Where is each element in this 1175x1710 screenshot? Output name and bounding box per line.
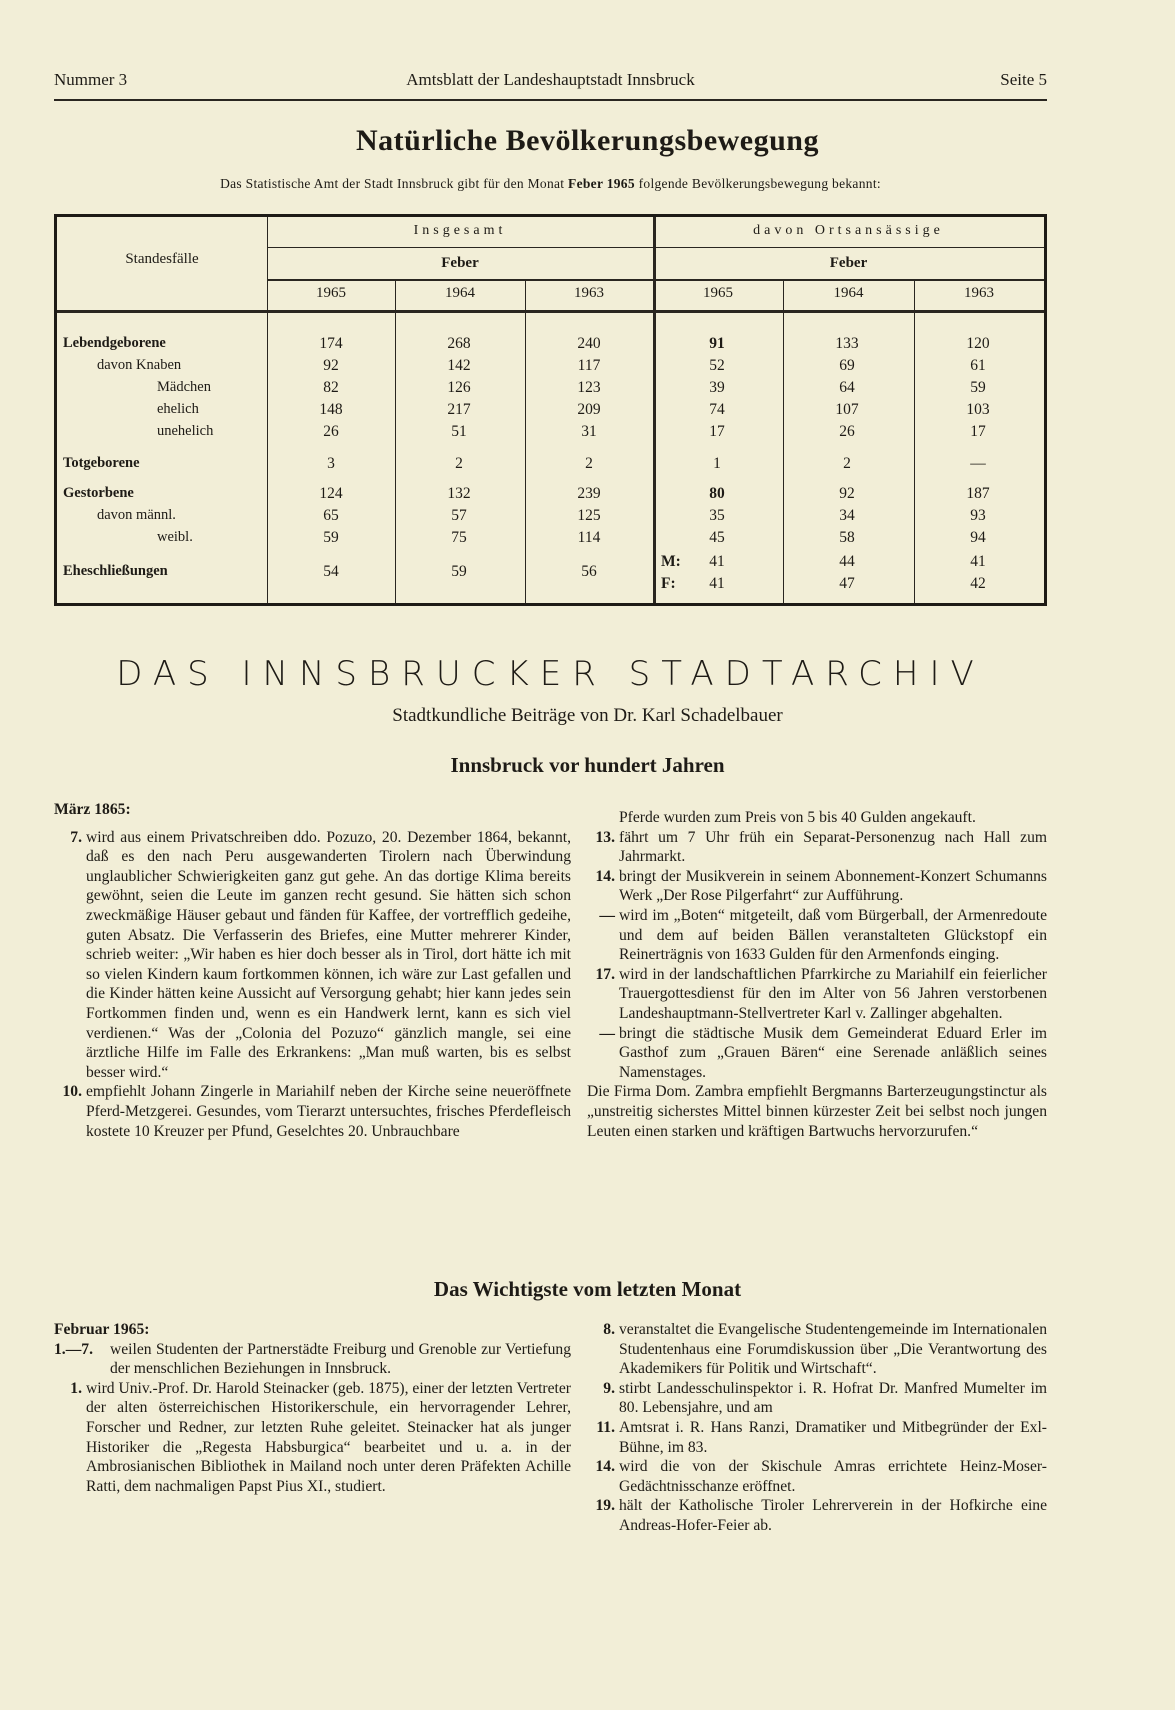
table-cell: 209 — [577, 401, 601, 418]
table-cell: 45 — [709, 529, 725, 546]
table-cell: 59 — [451, 563, 467, 580]
row-label: Lebendgeborene — [63, 335, 166, 351]
table-cell: 34 — [839, 507, 855, 524]
table-cell: 58 — [839, 529, 855, 546]
item-number: 14. — [595, 867, 615, 885]
table-cell: 39 — [709, 379, 725, 396]
table-cell: 82 — [323, 379, 339, 396]
item-number: 10. — [62, 1083, 82, 1101]
table-cell: 41 — [970, 553, 986, 570]
item-number: 11. — [596, 1418, 615, 1436]
list-item — [587, 828, 1047, 867]
item-number: 8. — [603, 1321, 615, 1338]
item-number: 9. — [603, 1379, 615, 1397]
table-cell: 65 — [323, 507, 339, 524]
table-cell: 69 — [839, 357, 855, 374]
news-right-column — [587, 1320, 1047, 1536]
year-header: 1964 — [833, 285, 864, 301]
table-cell: 148 — [319, 401, 343, 418]
table-cell: 61 — [970, 357, 986, 374]
list-item — [54, 1379, 571, 1497]
table-cell: 3 — [327, 455, 335, 472]
history-date: März 1865: — [54, 801, 131, 818]
row-label: Totgeborene — [63, 455, 140, 471]
table-cell: 125 — [577, 507, 601, 524]
table-cell: 17 — [709, 423, 725, 440]
item-text: veranstaltet die Evangelische Studentengemeinde im Internationalen Studentenhaus eine Forumdiskussion über „Die Verantwortung des Akademikers für Politik und Wirtschaft“. — [619, 1321, 1047, 1378]
table-cell: 92 — [839, 485, 855, 502]
item-number: — — [599, 906, 615, 924]
table-cell: 240 — [577, 335, 601, 352]
intro-text-end: folgende Bevölkerungsbewegung bekannt: — [638, 176, 881, 191]
history-heading: Innsbruck vor hundert Jahren — [450, 753, 725, 777]
table-cell: 41 — [709, 575, 725, 592]
table-cell: 94 — [970, 529, 986, 546]
table-cell: 31 — [581, 423, 597, 440]
intro-text: Das Statistische Amt der Stadt Innsbruck gibt für den Monat — [220, 176, 565, 191]
month-header: Feber — [829, 255, 868, 271]
item-text: wird in der landschaftlichen Pfarrkirche zu Mariahilf ein feierlicher Trauergottesdienst für den im Alter von 56 Jahren verstorbenen Landeshauptmann-Stellvertreter Karl v. Zallinger abgehalten. — [619, 965, 1047, 1022]
table-cell: 59 — [323, 529, 339, 546]
table-cell: 35 — [709, 507, 725, 524]
table-cell: 64 — [839, 379, 855, 396]
item-text: fährt um 7 Uhr früh ein Separat-Personenzug nach Hall zum Jahrmarkt. — [619, 828, 1047, 866]
row-header: Standesfälle — [125, 251, 199, 267]
table-cell: 57 — [451, 507, 467, 524]
table-cell: 187 — [966, 485, 990, 502]
table-cell: 47 — [839, 575, 855, 592]
item-text: Pferde wurden zum Preis von 5 bis 40 Gulden angekauft. — [619, 809, 976, 826]
list-item — [587, 906, 1047, 965]
year-header: 1965 — [703, 285, 733, 301]
row-label: Eheschließungen — [63, 563, 168, 579]
item-text: bringt der Musikverein in seinem Abonnement-Konzert Schumanns Werk „Der Rose Pilgerfahrt“ zur Aufführung. — [619, 867, 1047, 905]
item-number: 1. — [70, 1379, 82, 1397]
running-header — [54, 70, 1047, 94]
table-cell: 133 — [835, 335, 859, 352]
item-text: Amtsrat i. R. Hans Ranzi, Dramatiker und Mitbegründer der Exl-Bühne, im 83. — [619, 1418, 1047, 1456]
list-item — [587, 1024, 1047, 1083]
table-cell: 54 — [323, 563, 339, 580]
table-cell: 124 — [319, 485, 343, 502]
year-header: 1964 — [445, 285, 475, 301]
column-divider — [525, 281, 526, 603]
table-cell: 107 — [835, 401, 859, 418]
item-number: — — [599, 1024, 615, 1042]
item-text: wird die von der Skischule Amras errichtete Heinz-Moser-Gedächtnisschanze eröffnet. — [619, 1458, 1047, 1495]
row-label: Gestorbene — [63, 485, 134, 501]
news-date: Februar 1965: — [54, 1321, 150, 1338]
year-header: 1965 — [316, 285, 346, 301]
table-cell: 93 — [970, 507, 986, 524]
archive-subtitle: Stadtkundliche Beiträge von Dr. Karl Schadelbauer — [392, 705, 783, 726]
table-cell: 120 — [966, 335, 990, 352]
item-text: stirbt Landesschulinspektor i. R. Hofrat Dr. Manfred Mumelter im 80. Lebensjahre, und am — [619, 1379, 1047, 1417]
row-label: ehelich — [157, 401, 199, 417]
table-cell: 59 — [970, 379, 986, 396]
table-cell: 42 — [970, 575, 986, 592]
item-number: 19. — [595, 1497, 615, 1515]
list-item — [587, 1418, 1047, 1457]
year-header: 1963 — [574, 285, 604, 301]
table-cell: 217 — [447, 401, 471, 418]
group-header-residents: davon Ortsansässige — [753, 223, 944, 238]
list-item — [587, 1320, 1047, 1379]
item-text: empfiehlt Johann Zingerle in Mariahilf neben der Kirche seine neueröffnete Pferd-Metzgerei. Gesundes, vom Tierarzt untersuchtes, frisches Pferdefleisch kostete 10 Kreuzer per Pfund, Geselchtes 20. Unbrauchbare — [86, 1083, 571, 1140]
section-intro — [54, 176, 1047, 192]
table-cell: 142 — [447, 357, 471, 374]
news-heading: Das Wichtigste vom letzten Monat — [433, 1277, 742, 1301]
table-cell: 41 — [709, 553, 725, 570]
item-text: wird aus einem Privatschreiben ddo. Pozuzo, 20. Dezember 1864, bekannt, daß es den nach Peru ausgewanderten Tirolern nach Überwindung unglaublicher Schwierigkeiten ganz gut gehe. An das dortige Klima bereits gewöhnt, seien die Leute im ganzen recht gesund. Sie hätten sich schon zweckmäßige Häuser gebaut und fänden für Kaffee, der vortrefflich gedeihe, guten Absatz. Die Verfasserin des Briefes, eine Mutter mehrerer Kinder, schrieb weiter: „Wir haben es hier doch besser als in Tirol, dort hätte ich mit so vielen Kindern kaum fortkommen können, ich wäre zur Last gefallen und die Kinder hätten keine Aussicht auf Versorgung gehabt; hier kann jedes sein Fortkommen finden und, wenn es ein Handwerk lernt, kann es sich viel verdienen.“ Was der „Colonia del Pozuzo“ gänzlich mangle, sei eine ärztliche Hilfe im Falle des Erkrankens: „Man muß warten, bis es selbst besser wird.“ — [86, 828, 571, 1081]
table-cell: 75 — [451, 529, 467, 546]
item-number: 17. — [595, 965, 615, 983]
row-label: davon Knaben — [97, 357, 182, 373]
group-header-total: Insgesamt — [413, 223, 507, 238]
table-cell: 44 — [839, 553, 855, 570]
item-text: bringt die städtische Musik dem Gemeinderat Eduard Erler im Gasthof zum „Grauen Bären“ eine Serenade anläßlich seines Namenstages. — [619, 1024, 1047, 1081]
item-number: 13. — [595, 828, 615, 846]
page-number: Seite 5 — [1000, 70, 1047, 89]
table-cell: 26 — [323, 423, 339, 440]
history-left-column — [54, 800, 571, 1141]
table-cell: 2 — [843, 455, 851, 472]
list-item — [587, 965, 1047, 1024]
list-item — [587, 808, 1047, 828]
table-cell: 114 — [577, 529, 601, 546]
table-cell: 132 — [447, 485, 471, 502]
table-cell: 117 — [577, 357, 601, 374]
table-cell: 2 — [455, 455, 463, 472]
news-left-column — [54, 1320, 571, 1496]
table-cell: 103 — [966, 401, 990, 418]
list-item — [54, 1082, 571, 1141]
item-number: 14. — [595, 1458, 615, 1476]
header-rule — [54, 99, 1047, 101]
table-cell: 239 — [577, 485, 601, 502]
table-cell: 26 — [839, 423, 855, 440]
list-item — [587, 1457, 1047, 1496]
header-bottom-rule — [57, 310, 1044, 313]
archive-title: DAS INNSBRUCKER STADTARCHIV — [116, 654, 985, 694]
list-item — [54, 828, 571, 1083]
year-header: 1963 — [964, 285, 994, 301]
history-right-column — [587, 808, 1047, 1141]
table-cell: 174 — [319, 335, 343, 352]
table-cell: 17 — [970, 423, 986, 440]
list-item — [587, 1379, 1047, 1418]
column-divider — [395, 281, 396, 603]
table-cell: 91 — [709, 335, 725, 352]
publication-title: Amtsblatt der Landeshauptstadt Innsbruck — [406, 70, 695, 89]
table-cell: 80 — [709, 485, 725, 502]
issue-number: Nummer 3 — [54, 70, 128, 89]
header-divider — [267, 279, 1044, 281]
table-cell: 1 — [713, 455, 721, 472]
split-prefix: F: — [661, 575, 676, 592]
split-prefix: M: — [661, 553, 681, 570]
header-divider — [267, 247, 1044, 248]
table-cell: 56 — [581, 563, 597, 580]
item-text: hält der Katholische Tiroler Lehrerverein in der Hofkirche eine Andreas-Hofer-Feier ab. — [619, 1497, 1047, 1534]
row-label: Mädchen — [157, 379, 211, 395]
table-cell: 74 — [709, 401, 725, 418]
table-cell: 123 — [577, 379, 601, 396]
item-text: weilen Studenten der Partnerstädte Freiburg und Grenoble zur Vertiefung der menschlichen Beziehungen in Innsbruck. — [110, 1340, 571, 1378]
item-number: 1.—7. — [54, 1340, 93, 1358]
intro-month: Feber 1965 — [568, 176, 635, 191]
month-header: Feber — [441, 255, 479, 271]
table-cell: 268 — [447, 335, 471, 352]
row-label: unehelich — [157, 423, 214, 439]
item-number: 7. — [70, 828, 82, 846]
table-cell: 2 — [585, 455, 593, 472]
table-cell: — — [970, 455, 986, 472]
list-item — [54, 1340, 571, 1379]
item-text: wird im „Boten“ mitgeteilt, daß vom Bürgerball, der Armenredoute und dem auf beiden Bällen veranstalteten Glückstopf ein Reinerträgnis von 1633 Gulden für den Armenfonds einging. — [619, 906, 1047, 964]
item-text: wird Univ.-Prof. Dr. Harold Steinacker (geb. 1875), einer der letzten Vertreter der alten österreichischen Historikerschule, ein hervorragender Lehrer, Forscher und Redner, zur letzten Ruhe geleitet. Steinacker hat als junger Historiker die „Regesta Habsburgica“ bearbeitet und u. a. in der Ambrosianischen Bibliothek in Mailand noch unter deren Präfekten Achille Ratti, dem nachmaligen Papst Pius XI., studiert. — [86, 1379, 571, 1495]
population-table — [54, 214, 1047, 606]
table-cell: 52 — [709, 357, 725, 374]
row-label: weibl. — [157, 529, 193, 545]
table-cell: 126 — [447, 379, 471, 396]
list-item — [587, 1496, 1047, 1535]
list-item — [587, 867, 1047, 906]
closing-paragraph: Die Firma Dom. Zambra empfiehlt Bergmanns Barterzeugungstinctur als „unstreitig sicherstes Mittel binnen kürzester Zeit bei selbst noch jungen Leuten einen starken und kräftigen Bartwuchs hervorzurufen.“ — [587, 1083, 1047, 1140]
table-cell: 92 — [323, 357, 339, 374]
row-label: davon männl. — [97, 507, 176, 523]
table-cell: 51 — [451, 423, 467, 440]
section-title: Natürliche Bevölkerungsbewegung — [355, 124, 819, 157]
